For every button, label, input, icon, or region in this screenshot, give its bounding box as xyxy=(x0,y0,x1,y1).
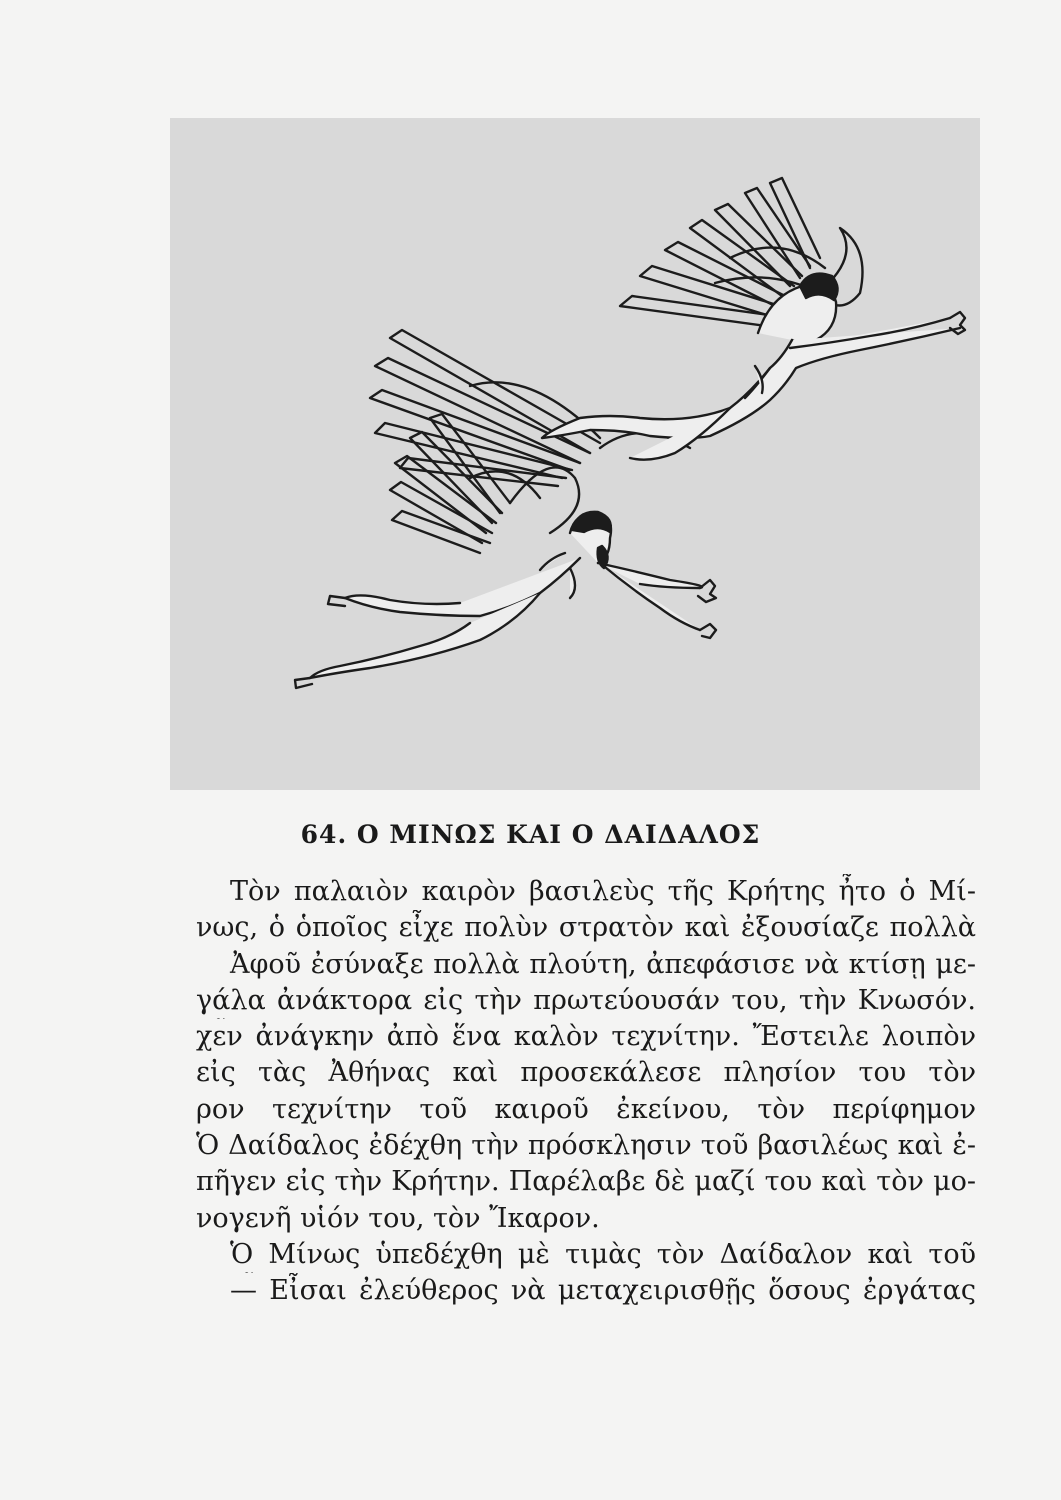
text-line: ρον τεχνίτην τοῦ καιροῦ ἐκείνου, τὸν περίφημον xyxy=(196,1093,976,1125)
chapter-body xyxy=(196,874,976,1310)
lower-foot-icon xyxy=(328,596,345,606)
lower-figure-icon xyxy=(310,513,702,678)
upper-second-wing-icon xyxy=(370,330,690,486)
lower-hair-icon xyxy=(572,512,611,532)
text-line: Ἀφοῦ ἐσύναξε πολλὰ πλούτη, ἀπεφάσισε νὰ κτίσῃ με- xyxy=(230,948,976,980)
lower-foot-2-icon xyxy=(295,678,312,688)
upper-hand-icon xyxy=(950,312,965,334)
chapter-title: 64. Ο ΜΙΝΩΣ ΚΑΙ Ο ΔΑΙΔΑΛΟΣ xyxy=(300,820,761,849)
flying-figures-drawing xyxy=(170,118,980,790)
text-line: χεν ἀνάγκην ἀπὸ ἕνα καλὸν τεχνίτην. Ἔστειλε λοιπὸν xyxy=(196,1021,976,1053)
daedalus-icarus-illustration xyxy=(170,118,980,790)
lower-hand-raised-icon xyxy=(700,624,716,638)
text-line: νογενῆ υἱόν του, τὸν Ἴκαρον. xyxy=(196,1202,600,1234)
text-line: Ὁ Μίνως ὑπεδέχθη μὲ τιμὰς τὸν Δαίδαλον καὶ τοῦ xyxy=(230,1238,976,1270)
text-line: γάλα ἀνάκτορα εἰς τὴν πρωτεύουσάν του, τὴν Κνωσόν. xyxy=(196,984,976,1016)
text-line: εἰς τὰς Ἀθήνας καὶ προσεκάλεσε πλησίον του τὸν xyxy=(196,1057,976,1089)
text-line: πῆγεν εἰς τὴν Κρήτην. Παρέλαβε δὲ μαζί του καὶ τὸν μο- xyxy=(196,1166,976,1198)
text-line: Τὸν παλαιὸν καιρὸν βασιλεὺς τῆς Κρήτης ἦτο ὁ Μί- xyxy=(230,876,976,907)
lower-hand-front-icon xyxy=(698,580,716,602)
text-line: νως, ὁ ὁποῖος εἶχε πολὺν στρατὸν καὶ ἐξουσίαζε πολλὰ xyxy=(196,912,976,944)
text-line: Ὁ Δαίδαλος ἐδέχθη τὴν πρόσκλησιν τοῦ βασιλέως καὶ ἐ- xyxy=(196,1130,976,1162)
lower-beard-icon xyxy=(598,546,608,568)
text-line: — Εἶσαι ἐλεύθερος νὰ μεταχειρισθῇς ὅσους ἐργάτας xyxy=(230,1275,976,1307)
